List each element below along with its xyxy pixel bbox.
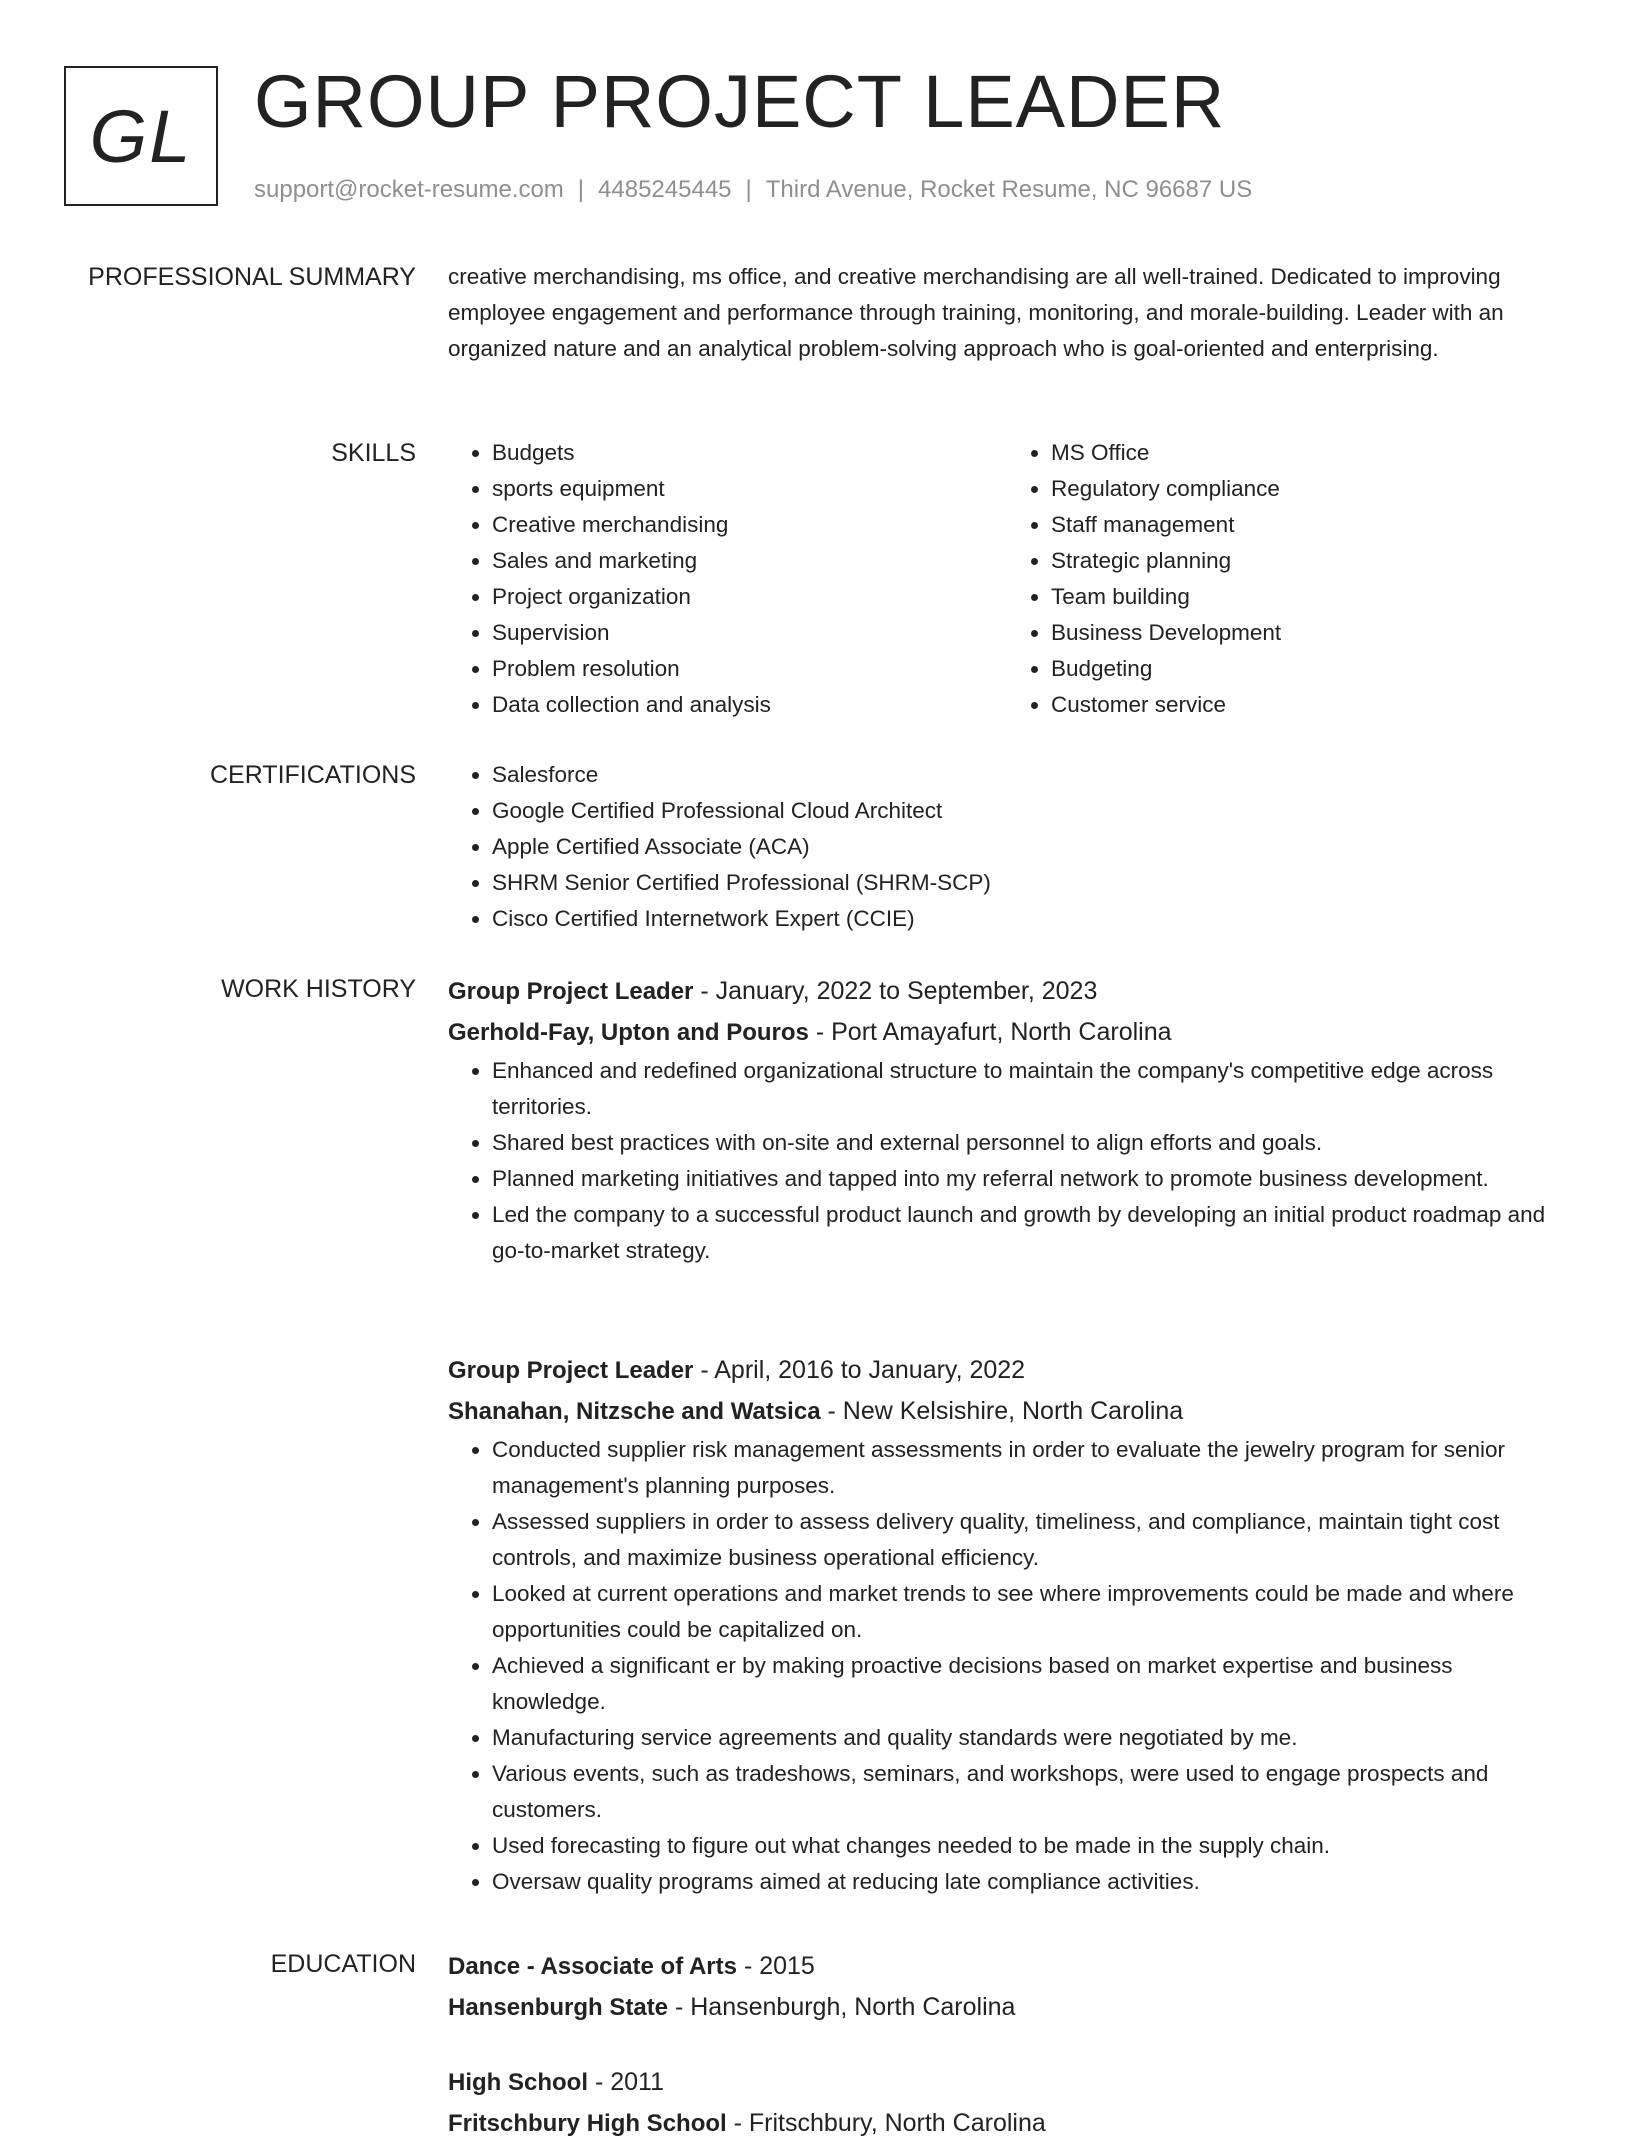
job-bullet: • Various events, such as tradeshows, seminars, and workshops, were used to engage prospects and customers. — [492, 1756, 1566, 1828]
skill-item: • Staff management — [1051, 507, 1566, 543]
education-degree-line — [448, 2062, 1566, 2103]
job-company-line — [448, 1391, 1566, 1432]
job-bullets — [448, 1053, 1566, 1269]
skills-list-right — [1007, 435, 1566, 723]
section-label-skills: SKILLS — [331, 439, 416, 467]
certification-item: • SHRM Senior Certified Professional (SHRM-SCP) — [492, 865, 1566, 901]
skill-item: • Problem resolution — [492, 651, 1007, 687]
job-dates: - April, 2016 to January, 2022 — [700, 1356, 1026, 1384]
job-company: Shanahan, Nitzsche and Watsica — [448, 1398, 821, 1425]
summary-text: creative merchandising, ms office, and creative merchandising are all well-trained. Dedicated to improving employee engagement and performance through training, monitoring, and morale-building. Leader with an organized nature and an analytical problem-solving approach who is goal-oriented and enterprising. — [448, 264, 1504, 361]
job-title: Group Project Leader — [448, 1357, 694, 1384]
certification-item: • Salesforce — [492, 757, 1566, 793]
job-bullet: • Looked at current operations and market trends to see where improvements could be made and where opportunities could be capitalized on. — [492, 1576, 1566, 1648]
job-bullet: • Assessed suppliers in order to assess delivery quality, timeliness, and compliance, maintain tight cost controls, and maximize business operational efficiency. — [492, 1504, 1566, 1576]
skill-item: • Project organization — [492, 579, 1007, 615]
skill-item: • Sales and marketing — [492, 543, 1007, 579]
education-school: Fritschbury High School — [448, 2110, 727, 2137]
skill-item: • Team building — [1051, 579, 1566, 615]
skills-list-left — [448, 435, 1007, 723]
education-year: - 2011 — [594, 2068, 664, 2096]
job-title-line — [448, 1350, 1566, 1391]
contact-separator: | — [745, 176, 752, 203]
monogram-badge — [64, 66, 218, 206]
job-bullet: • Oversaw quality programs aimed at reducing late compliance activities. — [492, 1864, 1566, 1900]
job-location: - New Kelsishire, North Carolina — [827, 1397, 1184, 1425]
section-label-summary: PROFESSIONAL SUMMARY — [88, 263, 416, 291]
education-year: - 2015 — [743, 1952, 815, 1980]
skill-item: • Budgeting — [1051, 651, 1566, 687]
contact-line — [254, 172, 1252, 208]
contact-phone: 4485245445 — [598, 176, 732, 203]
skill-item: • Business Development — [1051, 615, 1566, 651]
certifications-list — [448, 757, 1566, 937]
certification-item: • Google Certified Professional Cloud Architect — [492, 793, 1566, 829]
job-bullet: • Used forecasting to figure out what changes needed to be made in the supply chain. — [492, 1828, 1566, 1864]
section-label-education: EDUCATION — [270, 1950, 416, 1978]
education-degree: High School — [448, 2069, 588, 2096]
job-bullet: • Led the company to a successful product launch and growth by developing an initial product roadmap and go-to-market strategy. — [492, 1197, 1566, 1269]
job-company-line — [448, 1012, 1566, 1053]
skill-item: • MS Office — [1051, 435, 1566, 471]
education-school-line — [448, 1987, 1566, 2028]
education-entry — [448, 1946, 1566, 2028]
job-entry — [448, 971, 1566, 1269]
skill-item: • Creative merchandising — [492, 507, 1007, 543]
job-bullet: • Conducted supplier risk management assessments in order to evaluate the jewelry program for senior management's planning purposes. — [492, 1432, 1566, 1504]
contact-email: support@rocket-resume.com — [254, 176, 564, 203]
section-label-work-history: WORK HISTORY — [221, 975, 416, 1003]
job-location: - Port Amayafurt, North Carolina — [815, 1018, 1172, 1046]
skill-item: • Customer service — [1051, 687, 1566, 723]
job-bullet: • Manufacturing service agreements and quality standards were negotiated by me. — [492, 1720, 1566, 1756]
section-label-certifications: CERTIFICATIONS — [209, 761, 416, 789]
job-entry — [448, 1350, 1566, 1900]
job-title: Group Project Leader — [448, 978, 694, 1005]
skill-item: • Budgets — [492, 435, 1007, 471]
contact-address: Third Avenue, Rocket Resume, NC 96687 US — [765, 176, 1253, 203]
education-school-line — [448, 2103, 1566, 2144]
education-entry — [448, 2062, 1566, 2144]
education-location: - Fritschbury, North Carolina — [733, 2109, 1046, 2137]
skill-item: • Strategic planning — [1051, 543, 1566, 579]
skill-item: • Regulatory compliance — [1051, 471, 1566, 507]
education-degree-line — [448, 1946, 1566, 1987]
job-title-line — [448, 971, 1566, 1012]
skill-item: • Supervision — [492, 615, 1007, 651]
certification-item: • Cisco Certified Internetwork Expert (CCIE) — [492, 901, 1566, 937]
resume-title: GROUP PROJECT LEADER — [254, 60, 1226, 143]
job-bullets — [448, 1432, 1566, 1900]
job-bullet: • Planned marketing initiatives and tapped into my referral network to promote business development. — [492, 1161, 1566, 1197]
job-dates: - January, 2022 to September, 2023 — [700, 977, 1098, 1005]
education-school: Hansenburgh State — [448, 1994, 669, 2021]
skill-item: • sports equipment — [492, 471, 1007, 507]
education-degree: Dance - Associate of Arts — [448, 1953, 737, 1980]
job-bullet: • Shared best practices with on-site and external personnel to align efforts and goals. — [492, 1125, 1566, 1161]
contact-separator: | — [577, 176, 585, 203]
job-company: Gerhold-Fay, Upton and Pouros — [448, 1019, 809, 1046]
job-bullet: • Achieved a significant er by making proactive decisions based on market expertise and business knowledge. — [492, 1648, 1566, 1720]
skill-item: • Data collection and analysis — [492, 687, 1007, 723]
job-bullet: • Enhanced and redefined organizational structure to maintain the company's competitive edge across territories. — [492, 1053, 1566, 1125]
certification-item: • Apple Certified Associate (ACA) — [492, 829, 1566, 865]
education-location: - Hansenburgh, North Carolina — [674, 1993, 1016, 2021]
monogram-initials: GL — [89, 94, 193, 178]
